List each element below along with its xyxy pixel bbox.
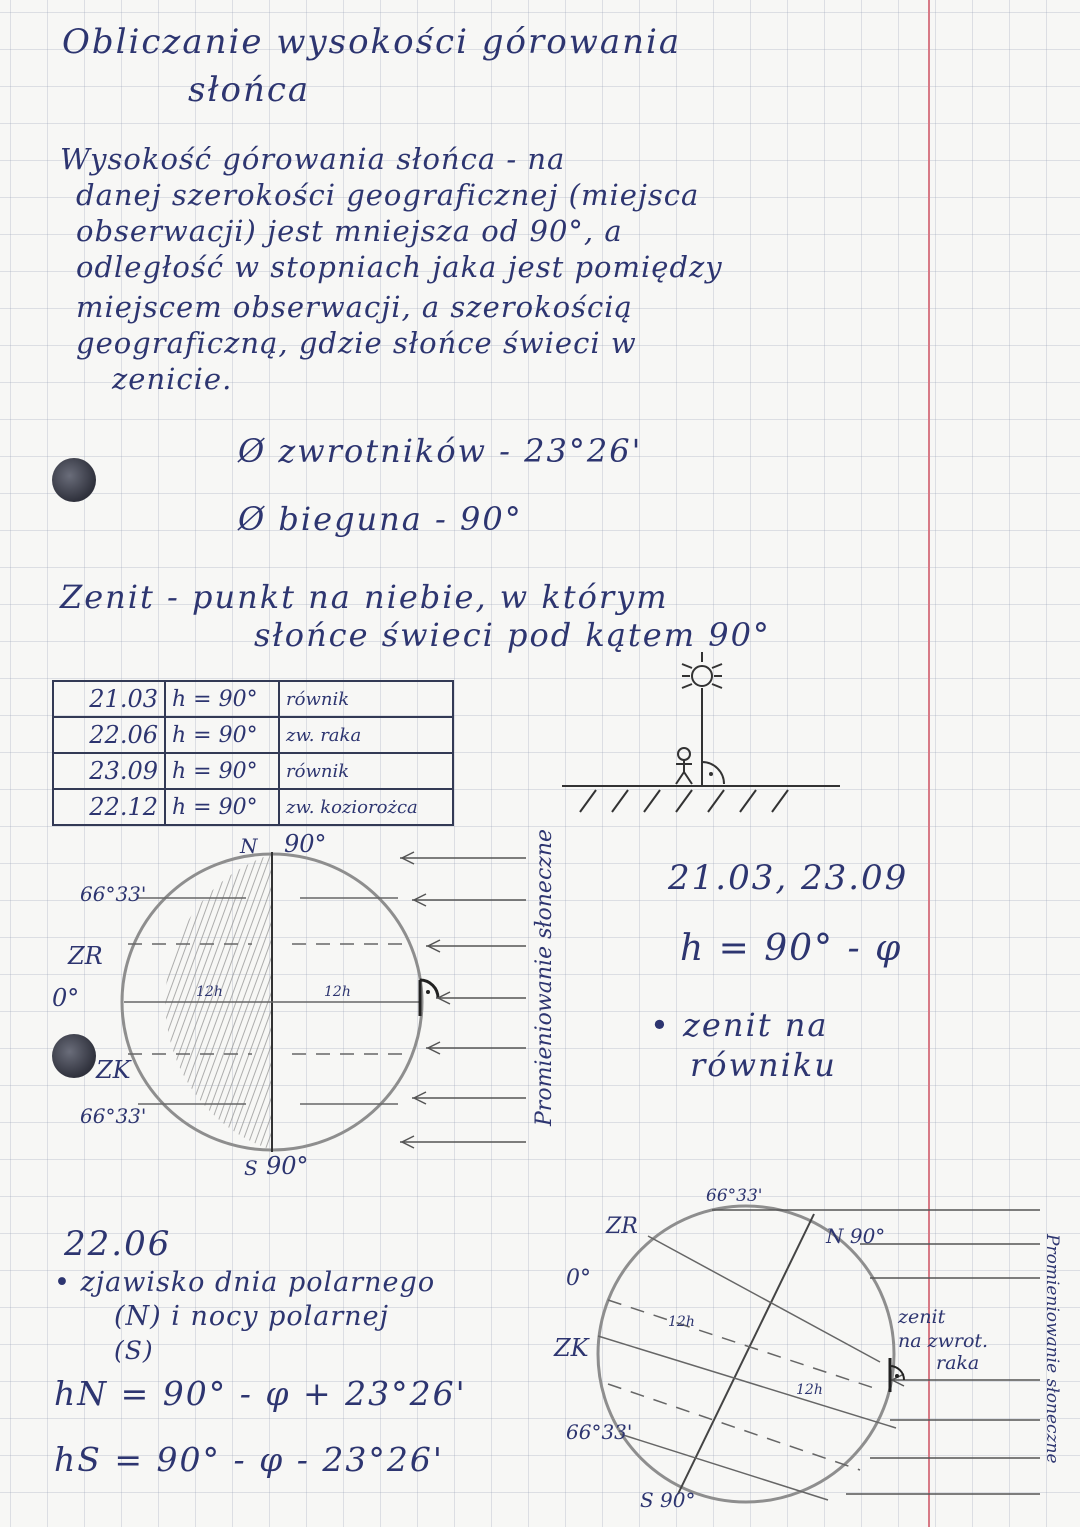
d2-rays-label: Promieniowanie słoneczne (1042, 1234, 1062, 1464)
ground-line (562, 786, 840, 812)
d2-north-label: N 90° (826, 1224, 886, 1248)
height-cell: h = 90° (165, 753, 279, 789)
title-line-2: słońca (188, 70, 311, 110)
equinox-dates: 21.03, 23.09 (668, 858, 909, 898)
sun-icon (682, 652, 722, 688)
d1-south-deg: 90° (266, 1152, 309, 1180)
zenith-def-line-1: Zenit - punkt na niebie, w którym (60, 578, 669, 616)
tropics-latitude: Ø zwrotników - 23°26' (238, 432, 643, 470)
d1-north-label: N (240, 834, 258, 858)
d1-south-label: S (244, 1156, 258, 1180)
d2-zenit-line-2: na zwrot. (898, 1330, 989, 1352)
d2-hours-right: 12h (796, 1382, 823, 1398)
person-icon (676, 748, 692, 784)
solstice-line-2: (N) i nocy polarnej (114, 1301, 390, 1332)
equinox-note-1: • zenit na (650, 1006, 829, 1044)
globe-equinox-diagram (122, 852, 526, 1152)
place-cell: równik (279, 753, 453, 789)
d1-hours-left: 12h (196, 984, 223, 1000)
equinox-formula: h = 90° - φ (680, 928, 903, 969)
d1-north-deg: 90° (284, 830, 327, 858)
solstice-formula-n: hN = 90° - φ + 23°26' (54, 1374, 467, 1413)
definition-line-5: miejscem obserwacji, a szerokością (76, 290, 633, 324)
d2-zenit-line-1: zenit (898, 1306, 946, 1328)
pole-latitude: Ø bieguna - 90° (238, 500, 523, 538)
definition-line-3: obserwacji) jest mniejsza od 90°, a (76, 214, 623, 248)
d1-lat-n: 66°33' (80, 882, 147, 906)
solstice-formula-s: hS = 90° - φ - 23°26' (54, 1440, 444, 1479)
d2-lat-s: 66°33' (566, 1420, 633, 1444)
d1-hours-right: 12h (324, 984, 351, 1000)
d2-zenit-line-3: raka (936, 1352, 980, 1374)
d2-zk-label: ZK (554, 1334, 589, 1362)
d2-hours-left: 12h (668, 1314, 695, 1330)
d1-lat-s: 66°33' (80, 1104, 147, 1128)
definition-line-2: danej szerokości geograficznej (miejsca (76, 178, 700, 212)
definition-line-1: Wysokość górowania słońca - na (60, 142, 566, 176)
d2-lat-n: 66°33' (706, 1186, 763, 1206)
d1-zk-label: ZK (96, 1056, 131, 1084)
date-cell: 21.03 (53, 681, 165, 717)
d1-equator-label: 0° (52, 984, 80, 1012)
definition-line-6: geograficzną, gdzie słońce świeci w (76, 326, 637, 360)
solstice-date: 22.06 (64, 1224, 172, 1264)
place-cell: zw. koziorożca (279, 789, 453, 825)
place-cell: równik (279, 681, 453, 717)
solstice-line-3: (S) (114, 1336, 154, 1365)
equinox-note-2: równiku (690, 1046, 837, 1084)
title-line-1: Obliczanie wysokości górowania (62, 22, 682, 62)
d1-zr-label: ZR (68, 942, 103, 970)
d2-south-label: S 90° (640, 1488, 696, 1512)
right-angle-mark (702, 762, 724, 784)
height-cell: h = 90° (165, 789, 279, 825)
d1-rays-label: Promieniowanie słoneczne (532, 828, 557, 1126)
height-cell: h = 90° (165, 681, 279, 717)
place-cell: zw. raka (279, 717, 453, 753)
date-cell: 22.12 (53, 789, 165, 825)
definition-line-7: zenicie. (112, 362, 233, 396)
d2-equator-label: 0° (566, 1266, 591, 1291)
height-cell: h = 90° (165, 717, 279, 753)
solstice-line-1: • zjawisko dnia polarnego (54, 1267, 436, 1298)
d2-zr-label: ZR (606, 1214, 638, 1239)
zenith-def-line-2: słońce świeci pod kątem 90° (254, 616, 771, 654)
date-cell: 22.06 (53, 717, 165, 753)
definition-line-4: odległość w stopniach jaka jest pomiędzy (76, 250, 723, 284)
date-cell: 23.09 (53, 753, 165, 789)
